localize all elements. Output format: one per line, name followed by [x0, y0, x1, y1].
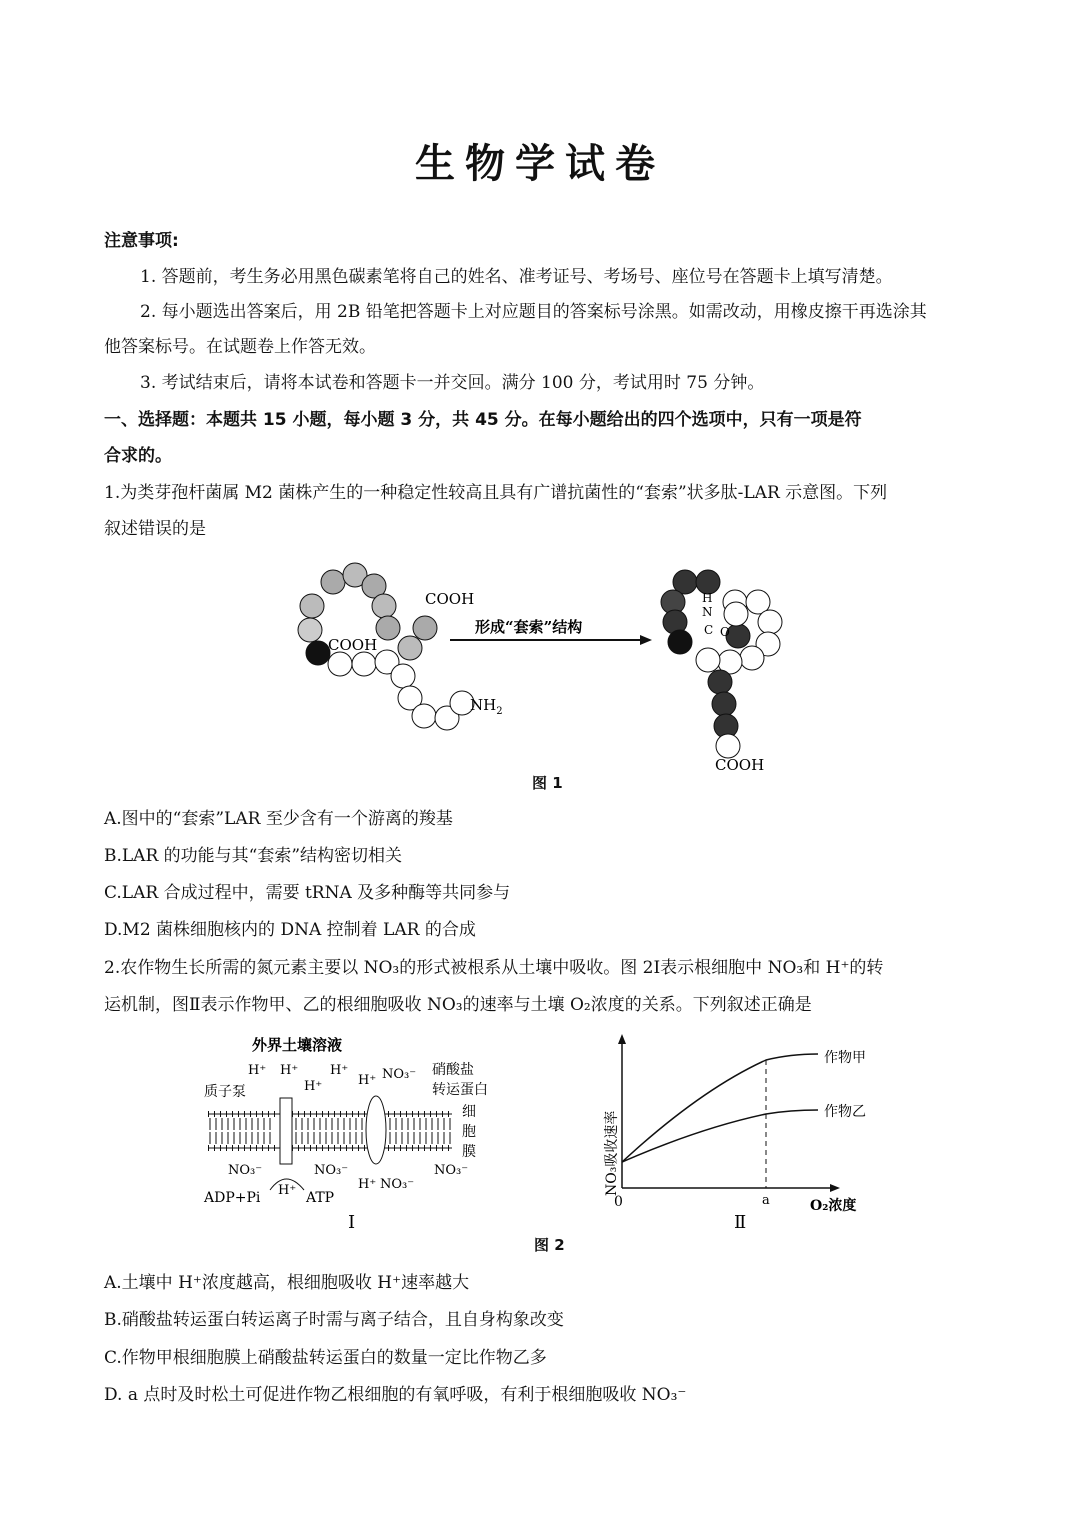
membrane-label-3: 膜: [462, 1144, 476, 1160]
figure-2-i-roman: Ⅰ: [348, 1212, 356, 1233]
h-ion-2: H⁺: [280, 1063, 299, 1078]
notice-heading: 注意事项:: [104, 231, 179, 251]
figure-1-caption: 图 1: [532, 774, 563, 792]
h-ion-3: H⁺: [304, 1079, 323, 1094]
proton-pump: [280, 1098, 292, 1164]
a-tick-label: a: [762, 1193, 770, 1208]
section-heading-line1: 一、选择题：本题共 15 小题，每小题 3 分，共 45 分。在每小题给出的四个选项中，只有一项是符: [104, 410, 862, 430]
series-crop-b-label: 作物乙: [824, 1104, 866, 1120]
arrow-label: 形成“套索”结构: [475, 618, 583, 636]
soil-solution-label: 外界土壤溶液: [252, 1036, 343, 1054]
q1-stem-line2: 叙述错误的是: [104, 519, 206, 539]
q2-option-d: D. a 点时及时松土可促进作物乙根细胞的有氧呼吸，有利于根细胞吸收 NO₃⁻: [104, 1385, 687, 1405]
notice-item-2: 2. 每小题选出答案后，用 2B 铅笔把答题卡上对应题目的答案标号涂黑。如需改动，用橡皮擦干再选涂其: [140, 302, 927, 322]
q2-stem-line2: 运机制，图Ⅱ表示作物甲、乙的根细胞吸收 NO₃的速率与土壤 O₂浓度的关系。下列叙述正确是: [104, 995, 812, 1015]
y-axis-arrow: [618, 1034, 626, 1044]
y-axis-label: NO₃吸收速率: [604, 1110, 620, 1196]
notice-item-1: 1. 答题前，考生务必用黑色碳素笔将自己的姓名、准考证号、考场号、座位号在答题卡上填写清楚。: [140, 267, 893, 287]
page-title: 生物学试卷: [415, 141, 665, 187]
nh2-label: $NH_2$: [470, 696, 503, 717]
left-peptide-chain: [298, 563, 474, 730]
figure-2-caption: 图 2: [534, 1236, 565, 1254]
phospholipid-bilayer: [208, 1114, 452, 1148]
q1-option-a: A.图中的“套索”LAR 至少含有一个游离的羧基: [104, 809, 453, 829]
q1-option-c: C.LAR 合成过程中，需要 tRNA 及多种酶等共同参与: [104, 883, 511, 903]
h-ion-4: H⁺: [330, 1063, 349, 1078]
adp-label: ADP+Pi: [204, 1190, 261, 1206]
q1-option-b: B.LAR 的功能与其“套索”结构密切相关: [104, 846, 403, 866]
h-ion-inside-2: H⁺: [358, 1177, 377, 1192]
right-lasso-chain: [661, 570, 782, 758]
x-axis-label: O₂浓度: [810, 1198, 857, 1214]
origin-label: 0: [614, 1194, 623, 1210]
q2-stem-line1: 2.农作物生长所需的氮元素主要以 NO₃的形式被根系从土壤中吸收。图 2Ⅰ表示根细胞中 NO₃和 H⁺的转: [104, 958, 884, 978]
transporter-label-1: 硝酸盐: [432, 1062, 474, 1078]
right-h: H: [702, 591, 713, 605]
q2-option-a: A.土壤中 H⁺浓度越高，根细胞吸收 H⁺速率越大: [104, 1273, 470, 1293]
figure-2-ii-roman: Ⅱ: [734, 1212, 747, 1233]
membrane-label-1: 细: [462, 1104, 476, 1120]
notice-item-2-cont: 他答案标号。在试题卷上作答无效。: [104, 337, 376, 357]
x-axis-arrow: [830, 1184, 840, 1192]
left-cooh-inner: COOH: [328, 636, 378, 654]
figure-1-lasso-peptide: [290, 560, 810, 780]
section-heading-line2: 合求的。: [104, 446, 172, 466]
h-ion-inside-1: H⁺: [278, 1183, 297, 1198]
series-crop-a-label: 作物甲: [824, 1050, 866, 1066]
no3-inside-4: NO₃⁻: [380, 1177, 415, 1192]
right-cooh: COOH: [715, 756, 765, 774]
no3-outside: NO₃⁻: [382, 1067, 417, 1082]
q1-stem-line1: 1.为类芽孢杆菌属 M2 菌株产生的一种稳定性较高且具有广谱抗菌性的“套索”状多肽-LAR 示意图。下列: [104, 483, 888, 503]
atp-label: ATP: [306, 1190, 335, 1206]
nitrate-transporter: [366, 1096, 386, 1164]
h-ion-1: H⁺: [248, 1063, 267, 1078]
notice-item-3: 3. 考试结束后，请将本试卷和答题卡一并交回。满分 100 分，考试用时 75 分钟。: [140, 373, 765, 393]
figure-2-i-membrane: [200, 1030, 500, 1240]
q1-option-d: D.M2 菌株细胞核内的 DNA 控制着 LAR 的合成: [104, 920, 476, 940]
transporter-label-2: 转运蛋白: [432, 1082, 488, 1098]
proton-pump-label: 质子泵: [204, 1084, 246, 1100]
no3-inside-2: NO₃⁻: [314, 1163, 349, 1178]
no3-inside-3: NO₃⁻: [434, 1163, 469, 1178]
figure-2-ii-chart: [590, 1030, 890, 1240]
right-n: N: [702, 605, 713, 619]
q2-option-b: B.硝酸盐转运蛋白转运离子时需与离子结合，且自身构象改变: [104, 1310, 564, 1330]
right-o: O: [720, 625, 730, 639]
arrow-head: [640, 635, 652, 645]
series-crop-a-line: [622, 1054, 818, 1162]
right-c: C: [704, 623, 714, 637]
h-ion-5: H⁺: [358, 1073, 377, 1088]
q2-option-c: C.作物甲根细胞膜上硝酸盐转运蛋白的数量一定比作物乙多: [104, 1348, 547, 1368]
left-cooh-top: COOH: [425, 590, 475, 608]
membrane-label-2: 胞: [462, 1124, 476, 1140]
no3-inside-1: NO₃⁻: [228, 1163, 263, 1178]
